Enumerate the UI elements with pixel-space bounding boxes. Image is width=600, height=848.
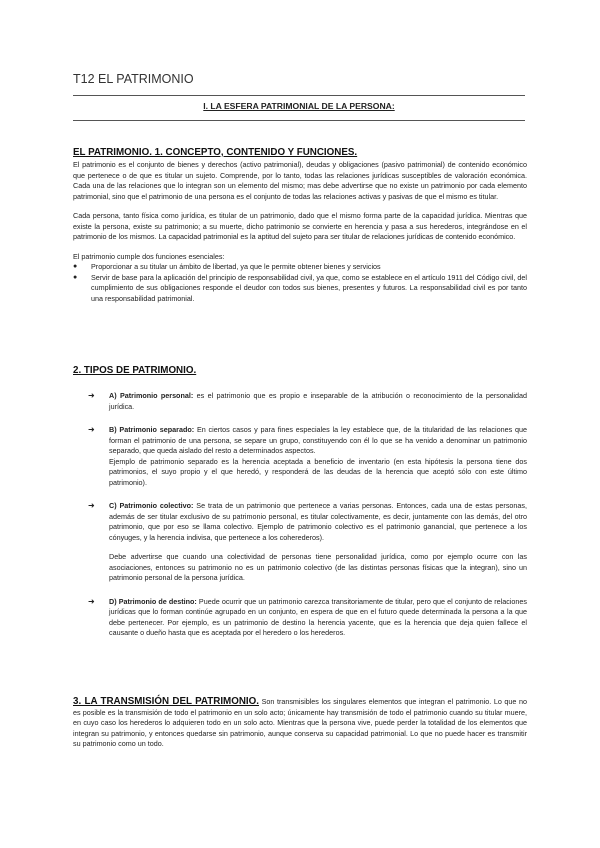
- type-item-separado: ➜ B) Patrimonio separado: En ciertos casos y para fines especiales la ley establece que, de la titularidad de las relaciones que forman el patrimonio de una persona, se separe un grupo, constituyendo con él lo que se ha venido a denominar un patrimonio separado, que queda aislado del resto a determinados aspectos. Ejemplo de patrimonio separado es la herencia aceptada a beneficio de inventario (en esta hipótesis la persona tiene dos patrimonios, el suyo propio y el que heredó, y responderá de las deudas de la herencia que aceptó sólo con este último patrimonio).: [88, 425, 527, 487]
- section-concepto: [73, 147, 527, 304]
- divider-top: [73, 95, 525, 96]
- section-1-heading: EL PATRIMONIO. 1. CONCEPTO, CONTENIDO Y FUNCIONES.: [73, 147, 358, 158]
- section-tipos: [73, 365, 527, 652]
- arrow-icon: ➜: [88, 391, 95, 400]
- arrow-icon: ➜: [88, 596, 95, 606]
- list-item: ● Servir de base para la aplicación del principio de responsabilidad civil, ya que, como se establece en el artículo 1911 del Código civil, del cumplimiento de sus obligaciones responde el deudor con todos sus bienes, presentes y futuros. La responsabilidad civil es por tanto una responsabilidad patrimonial.: [73, 272, 527, 303]
- type-item-personal: ➜ A) Patrimonio personal: es el patrimonio que es propio e inseparable de la atribución o reconocimiento de la personalidad jurídica.: [88, 391, 528, 411]
- section-transmision: [73, 697, 527, 750]
- section-3-heading: 3. LA TRANSMISIÓN DEL PATRIMONIO.: [73, 696, 259, 707]
- section-2-heading: 2. TIPOS DE PATRIMONIO.: [73, 365, 197, 376]
- part-title: I. LA ESFERA PATRIMONIAL DE LA PERSONA:: [203, 101, 395, 111]
- type-item-separado-example: Ejemplo de patrimonio separado es la herencia aceptada a beneficio de inventario (en esta hipótesis la persona tiene dos patrimonios, el suyo propio y el que heredó, y responderá de las deudas de la herencia que aceptó sólo con este último patrimonio).: [109, 456, 527, 487]
- bullet-icon: ●: [73, 273, 78, 281]
- section-1-paragraph-1: El patrimonio es el conjunto de bienes y derechos (activo patrimonial), deudas y obligaciones (pasivo patrimonial) de contenido económico que pertenece o de que es titular un sujeto. Comprende, por lo tanto, todas las relaciones jurídicas susceptibles de valoración económica. Cada una de las relaciones que lo integran son un elemento del mismo; mas debe advertirse que no existe un patrimonio por cada elemento patrimonial, sino que el patrimonio de una persona es el conjunto de todas las relaciones activas y pasivas de que el mismo es titular.: [73, 160, 527, 201]
- divider-bottom: [73, 120, 525, 121]
- type-item-destino: ➜ D) Patrimonio de destino: Puede ocurrir que un patrimonio carezca transitoriamente de titular, pero que el conjunto de relaciones jurídicas que lo forman continúe agrupado en un conjunto, en espera de que en el futuro quede determinada la persona a la que debe pertenecer. Por ejemplo, es un patrimonio de destino la herencia yacente, que es la herencia que deja quien fallece el causante o dueño hasta que es aceptada por el heredero o los herederos.: [88, 596, 528, 637]
- type-item-colectivo-note: Debe advertirse que cuando una colectividad de personas tiene personalidad jurídica, como por ejemplo ocurre con las asociaciones, entonces su patrimonio no es un patrimonio colectivo (de las distintas personas físicas que la integran), sino un patrimonio personal de la persona jurídica.: [109, 552, 527, 582]
- bullet-icon: ●: [73, 263, 78, 270]
- functions-list: [73, 262, 527, 304]
- document-title: T12 EL PATRIMONIO: [73, 72, 194, 86]
- section-1-paragraph-3: El patrimonio cumple dos funciones esenciales:: [73, 251, 225, 261]
- list-item: ● Proporcionar a su titular un ámbito de libertad, ya que le permite obtener bienes y servicios: [73, 262, 381, 271]
- arrow-icon: ➜: [88, 501, 95, 510]
- section-1-paragraph-2: Cada persona, tanto física como jurídica, es titular de un patrimonio, dado que el mismo forma parte de la capacidad jurídica. Mientras que existe la persona, existe su patrimonio; a su muerte, dicho patrimonio se convierte en herencia y pasa a sus herederos, integrándose en el patrimonio de los mismos. La capacidad patrimonial es la aptitud del sujeto para ser titular de relaciones jurídicas de contenido económico.: [73, 211, 527, 241]
- arrow-icon: ➜: [88, 425, 95, 434]
- section-3-text: Son transmisibles los singulares elementos que integran el patrimonio. Lo que no es posible es la transmisión de todo el patrimonio en un solo acto; únicamente hay transmisión de todo el patrimonio cuando su titular muere, en cuyo caso los herederos lo adquieren todo en un solo acto. Mientras que la persona vive, puede perder la totalidad de los elementos que integran su patrimonio, y entonces quedarse sin patrimonio, aunque conserva su capacidad patrimonial. Lo que no puede hacer es transmitir su patrimonio como un todo.: [73, 697, 527, 748]
- type-item-colectivo: ➜ C) Patrimonio colectivo: Se trata de un patrimonio que pertenece a varias personas. Entonces, cada una de estas personas, además de ser titular exclusivo de su patrimonio personal, es titular colectivamente, es decir, juntamente con las demás, del otro patrimonio, que por eso se llama colectivo. Ejemplo de patrimonio colectivo es el patrimonio ganancial, que pertenece a los cónyuges, y la herencia indivisa, que pertenece a los coherederos). Debe advertirse que cuando una colectividad de personas tiene personalidad jurídica, como por ejemplo ocurre con las asociaciones, entonces su patrimonio no es un patrimonio colectivo (de las distintas personas físicas que la integran), sino un patrimonio personal de la persona jurídica.: [88, 501, 527, 582]
